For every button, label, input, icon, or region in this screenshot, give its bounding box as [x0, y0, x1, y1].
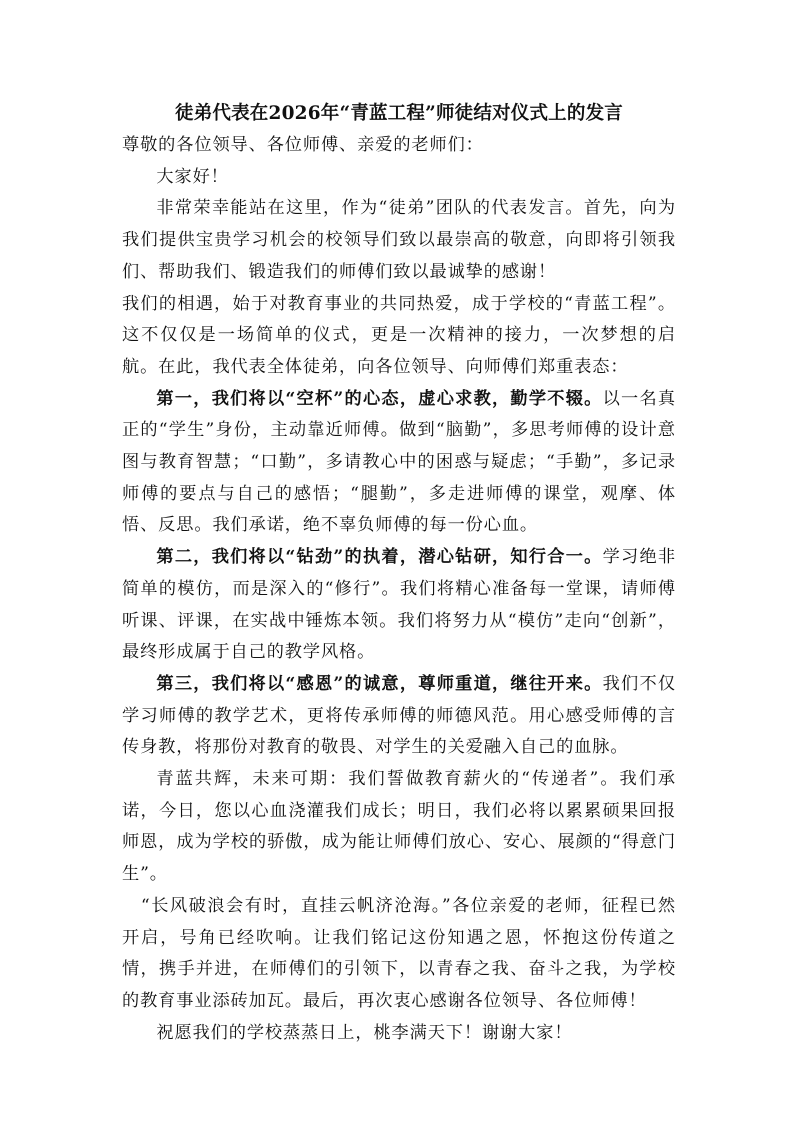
point-2	[122, 542, 676, 669]
document-body	[122, 130, 676, 1049]
point-2-text: 学习绝非简单的模仿，而是深入的“修行”。我们将精心准备每一堂课，请师傅听课、评课，在实战中锤炼本领。我们将努力从“模仿”走向“创新”，最终形成属于自己的教学风格。	[122, 547, 676, 663]
point-3-heading: 第三，我们将以“感恩”的诚意，尊师重道，继往开来。	[156, 673, 603, 694]
paragraph-2: 我们的相遇，始于对教育事业的共同热爱，成于学校的“青蓝工程”。这不仅仅是一场简单的仪式，更是一次精神的接力，一次梦想的启航。在此，我代表全体徒弟，向各位领导、向师傅们郑重表态：	[122, 293, 676, 377]
greeting: 大家好！	[156, 166, 229, 187]
paragraph-4: “长风破浪会有时，直挂云帆济沧海。”各位亲爱的老师，征程已然开启，号角已经吹响。让我们铭记这份知遇之恩，怀抱这份传道之情，携手并进，在师傅们的引领下，以青春之我、奋斗之我，为学校的教育事业添砖加瓦。最后，再次衷心感谢各位领导、各位师傅！	[122, 895, 676, 1011]
paragraph-3: 青蓝共辉，未来可期：我们誓做教育薪火的“传递者”。我们承诺，今日，您以心血浇灌我们成长；明日，我们必将以累累硕果回报师恩，成为学校的骄傲，成为能让师傅们放心、安心、展颜的“得意门生”。	[122, 769, 676, 885]
point-2-heading: 第二，我们将以“钻劲”的执着，潜心钻研，知行合一。	[156, 547, 603, 568]
paragraph-5: 祝愿我们的学校蒸蒸日上，桃李满天下！谢谢大家！	[156, 1022, 573, 1043]
point-3	[122, 669, 676, 764]
paragraph-1: 非常荣幸能站在这里，作为“徒弟”团队的代表发言。首先，向为我们提供宝贵学习机会的校领导们致以最崇高的敬意，向即将引领我们、帮助我们、锻造我们的师傅们致以最诚挚的感谢！	[122, 198, 676, 282]
document-title: 徒弟代表在2026年“青蓝工程”师徒结对仪式上的发言	[175, 103, 623, 124]
point-1	[122, 384, 676, 543]
point-3-text: 我们不仅学习师傅的教学艺术，更将传承师傅的师德风范。用心感受师傅的言传身教，将那份对教育的敬畏、对学生的关爱融入自己的血脉。	[122, 673, 676, 758]
point-1-heading: 第一，我们将以“空杯”的心态，虚心求教，勤学不辍。	[156, 388, 603, 409]
salutation: 尊敬的各位领导、各位师傅、亲爱的老师们：	[122, 135, 484, 155]
point-1-text: 以一名真正的“学生”身份，主动靠近师傅。做到“脑勤”，多思考师傅的设计意图与教育智慧；“口勤”，多请教心中的困惑与疑虑；“手勤”，多记录师傅的要点与自己的感悟；“腿勤”，多走进师傅的课堂，观摩、体悟、反思。我们承诺，绝不辜负师傅的每一份心血。	[122, 388, 676, 536]
